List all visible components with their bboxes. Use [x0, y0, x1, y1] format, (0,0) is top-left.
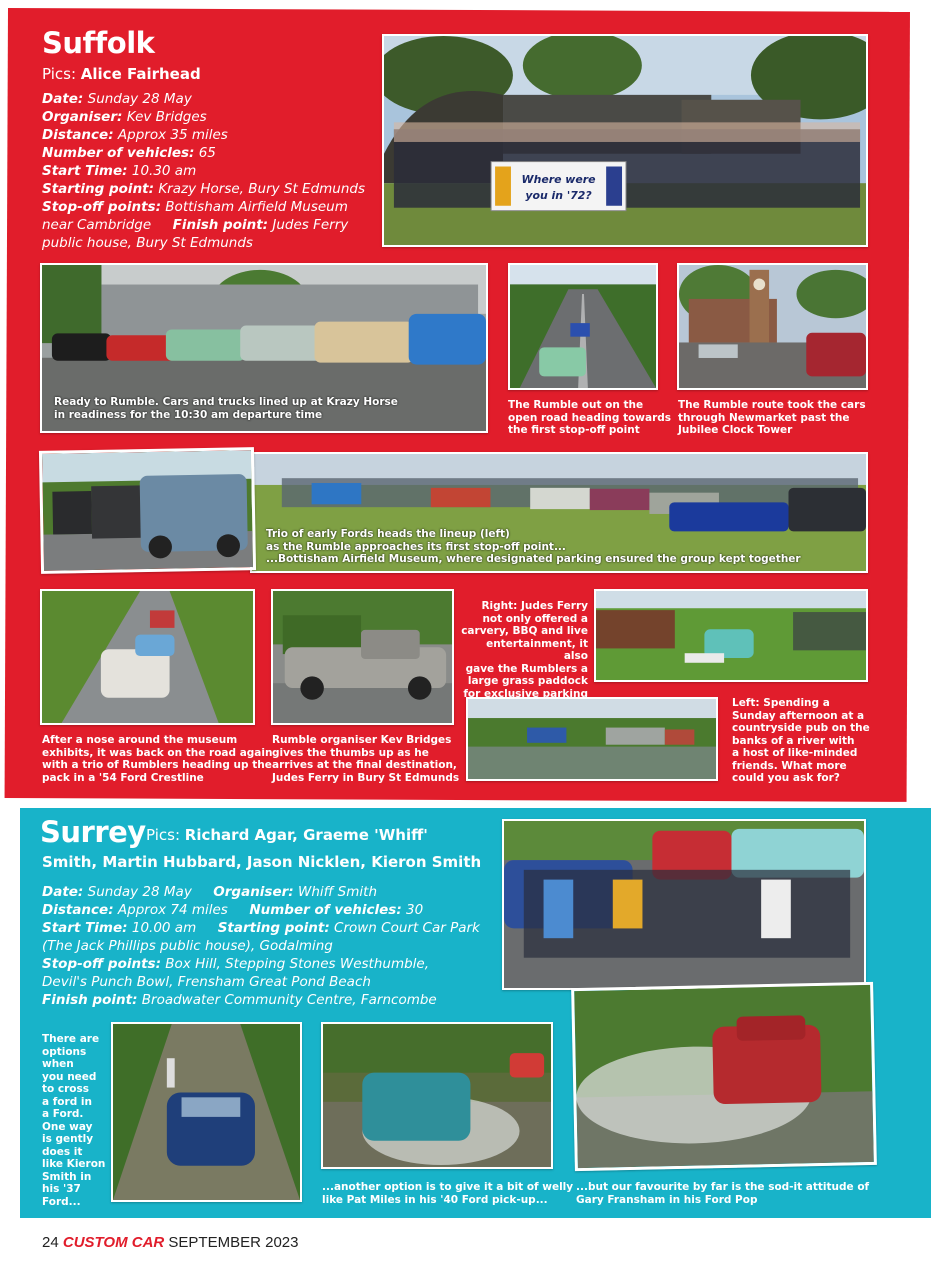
early-fords-photo [39, 447, 256, 574]
newmarket-caption: The Rumble route took the cars through Newmarket past the Jubilee Clock Tower [678, 399, 866, 436]
surrey-detail-distance-vehicles: Distance: Approx 74 miles Number of vehicles: 30 [42, 902, 424, 918]
issue-date: SEPTEMBER 2023 [168, 1234, 299, 1251]
surrey-title: Surrey [40, 815, 146, 849]
suffolk-detail-finish-place: public house, Bury St Edmunds [42, 235, 253, 251]
crestline-caption: After a nose around the museum exhibits, it was back on the road again with a trio of Rumblers heading up the pack in a '54 Ford Crestline [42, 734, 273, 784]
crestline-photo [40, 589, 255, 725]
open-road-caption: The Rumble out on the open road heading towards the first stop-off point [508, 399, 672, 436]
organiser-caption: Rumble organiser Kev Bridges gives the thumbs up as he arrives at the final destination, Judes Ferry in Bury St Edmunds [272, 734, 460, 784]
surrey-detail-stop-off: Stop-off points: Box Hill, Stepping Stones Westhumble, [42, 956, 430, 972]
surrey-detail-date-organiser: Date: Sunday 28 May Organiser: Whiff Smith [42, 884, 377, 900]
newmarket-photo [677, 263, 868, 390]
suffolk-detail-date: Date: Sunday 28 May [42, 91, 192, 107]
suffolk-detail-stop-off: Stop-off points: Bottisham Airfield Museum [42, 199, 348, 215]
surrey-pics-label: Pics: [146, 826, 180, 844]
suffolk-details [42, 90, 382, 252]
judes-ferry-caption: Right: Judes Ferry not only offered a carvery, BBQ and live entertainment, it also gave the Rumblers a large grass paddock for exclusive parking [461, 600, 588, 700]
page-number: 24 [42, 1234, 59, 1251]
surrey-detail-finish: Finish point: Broadwater Community Centre, Farncombe [42, 992, 437, 1008]
open-road-photo [508, 263, 658, 390]
suffolk-title: Suffolk [42, 26, 155, 60]
magazine-brand: CUSTOM CAR [62, 1234, 165, 1251]
page-footer [42, 1234, 298, 1251]
river-pub-photo [466, 697, 718, 781]
group-photo [382, 34, 868, 247]
surrey-group-photo [502, 819, 866, 990]
surrey-detail-stop-off-2: Devil's Punch Bowl, Frensham Great Pond Beach [42, 974, 371, 990]
suffolk-pics-name: Alice Fairhead [80, 65, 201, 83]
surrey-pics-names-1: Richard Agar, Graeme 'Whiff' [184, 826, 428, 844]
suffolk-detail-organiser: Organiser: Kev Bridges [42, 109, 207, 125]
organiser-photo [271, 589, 454, 725]
surrey-detail-start: Start Time: 10.00 am Starting point: Crown Court Car Park [42, 920, 480, 936]
paddock-photo [594, 589, 868, 682]
suffolk-detail-vehicles: Number of vehicles: 65 [42, 145, 216, 161]
suffolk-detail-start-time: Start Time: 10.30 am [42, 163, 197, 179]
suffolk-pics-credit [42, 65, 201, 83]
banner-line-1: Where were [521, 173, 596, 187]
surrey-pics-credit-1 [146, 826, 428, 844]
surrey-pics-names-2: Smith, Martin Hubbard, Jason Nicklen, Kieron Smith [42, 853, 482, 871]
sod-it-photo [571, 982, 877, 1171]
krazy-horse-caption: Ready to Rumble. Cars and trucks lined up at Krazy Horse in readiness for the 10:30 am departure time [54, 396, 398, 421]
pat-miles-caption: ...another option is to give it a bit of welly like Pat Miles in his '40 Ford pick-up... [322, 1181, 574, 1206]
surrey-details [42, 883, 502, 1009]
fords-caption: Trio of early Fords heads the lineup (left) as the Rumble approaches its first stop-off point... ...Bottisham Airfield Museum, where designated parking ensured the group kept together [266, 528, 801, 565]
suffolk-detail-starting-point: Starting point: Krazy Horse, Bury St Edmunds [42, 181, 366, 197]
kieron-ford-caption: There are options when you need to cross a ford in a Ford. One way is gently does it like Kieron Smith in his '37 Ford... [42, 1033, 106, 1208]
pat-miles-photo [321, 1022, 553, 1169]
suffolk-pics-label: Pics: [42, 65, 76, 83]
suffolk-detail-stop-finish: near Cambridge Finish point: Judes Ferry [42, 217, 349, 233]
surrey-pics-credit-2 [42, 853, 481, 871]
kieron-ford-photo [111, 1022, 302, 1202]
sod-it-caption: ...but our favourite by far is the sod-it attitude of Gary Fransham in his Ford Pop [576, 1181, 870, 1206]
river-pub-caption: Left: Spending a Sunday afternoon at a countryside pub on the banks of a river with a host of like-minded friends. What more could you ask for? [732, 697, 870, 784]
banner-line-2: you in '72? [525, 188, 592, 202]
surrey-detail-starting-place: (The Jack Phillips public house), Godalming [42, 938, 333, 954]
suffolk-detail-distance: Distance: Approx 35 miles [42, 127, 228, 143]
